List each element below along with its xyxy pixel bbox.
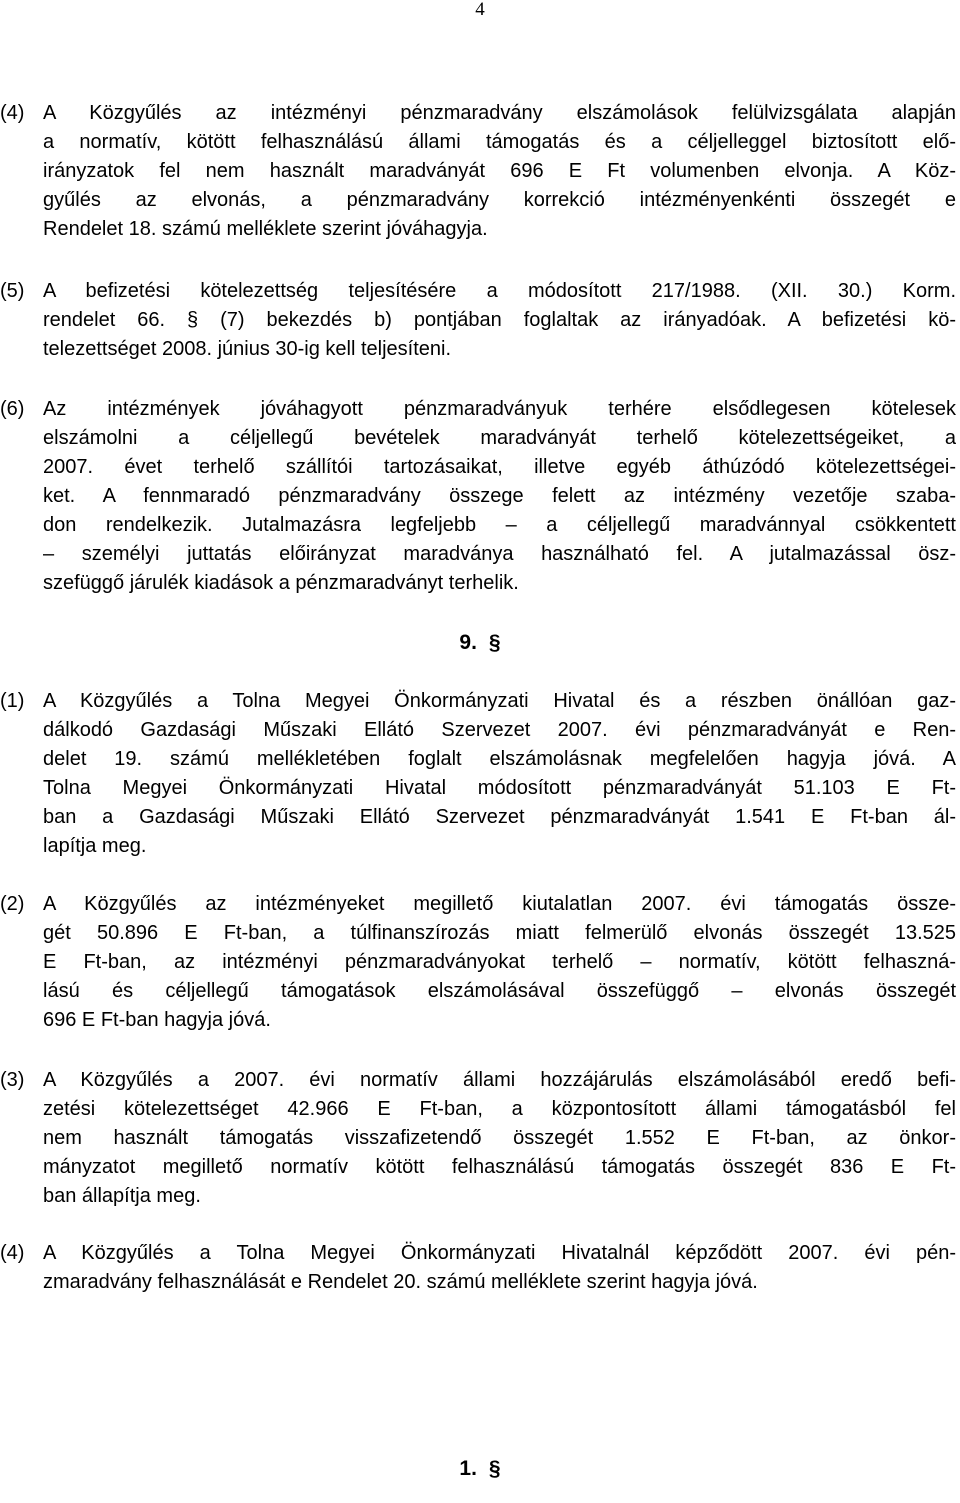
paragraph-number: (5) [0,280,25,302]
paragraph-number: (1) [0,690,25,712]
paragraph-number: (4) [0,102,25,124]
paragraph-line: – személyi juttatás előirányzat maradványa használható fel. A jutalmazással ösz- [43,543,956,565]
section-number: 1. [459,1457,477,1480]
section-heading-9 [0,629,960,657]
paragraph-line: ban állapítja meg. [43,1185,201,1207]
paragraph-number: (3) [0,1069,25,1091]
paragraph-line: elszámolni a céljellegű bevételek maradványát terhelő kötelezettségeiket, a [43,427,956,449]
page-number: 4 [475,0,485,20]
paragraph-line: ban a Gazdasági Műszaki Ellátó Szervezet pénzmaradványát 1.541 E Ft-ban ál- [43,806,956,828]
paragraph-line: E Ft-ban, az intézményi pénzmaradványokat terhelő – normatív, kötött felhaszná- [43,951,956,973]
paragraph-9-4 [0,1239,956,1297]
paragraph-line: dálkodó Gazdasági Műszaki Ellátó Szervezet 2007. évi pénzmaradványát e Ren- [43,719,956,741]
paragraph-line: a normatív, kötött felhasználású állami támogatás és a céljelleggel biztosított elő- [43,131,956,153]
paragraph-line: don rendelkezik. Jutalmazásra legfeljebb – a céljellegű maradvánnyal csökkentett [43,514,956,536]
paragraph-line: A Közgyűlés a Tolna Megyei Önkormányzati Hivatalnál képződött 2007. évi pén- [43,1242,956,1264]
paragraph-number: (2) [0,893,25,915]
paragraph-line: nem használt támogatás visszafizetendő összegét 1.552 E Ft-ban, az önkor- [43,1127,956,1149]
section-number: 9. [459,631,477,654]
paragraph-line: Az intézmények jóváhagyott pénzmaradványuk terhére elsődlegesen kötelesek [43,398,956,420]
section-symbol: § [488,631,501,654]
paragraph-line: zetési kötelezettséget 42.966 E Ft-ban, a központosított állami támogatásból fel [43,1098,956,1120]
paragraph-line: A Közgyűlés az intézményeket megillető kiutalatlan 2007. évi támogatás össze- [43,893,956,915]
paragraph-number: (4) [0,1242,25,1264]
paragraph-line: lású és céljellegű támogatások elszámolásával összefüggő – elvonás összegét [43,980,956,1002]
paragraph-line: mányzatot megillető normatív kötött felhasználású támogatás összegét 836 E Ft- [43,1156,956,1178]
paragraph-9-3 [0,1066,956,1211]
paragraph-line: gét 50.896 E Ft-ban, a túlfinanszírozás miatt felmerülő elvonás összegét 13.525 [43,922,956,944]
paragraph-4-elvonas [0,99,956,244]
paragraph-line: A befizetési kötelezettség teljesítésére a módosított 217/1988. (XII. 30.) Korm. [43,280,956,302]
paragraph-line: lapítja meg. [43,835,147,857]
paragraph-number: (6) [0,398,25,420]
paragraph-9-2 [0,890,956,1035]
paragraph-line: 696 E Ft-ban hagyja jóvá. [43,1009,271,1031]
paragraph-line: A Közgyűlés a Tolna Megyei Önkormányzati Hivatal és a részben önállóan gaz- [43,690,956,712]
paragraph-line: A Közgyűlés a 2007. évi normatív állami hozzájárulás elszámolásából eredő befi- [43,1069,956,1091]
paragraph-line: rendelet 66. § (7) bekezdés b) pontjában foglaltak az irányadóak. A befizetési kö- [43,309,956,331]
section-symbol: § [488,1457,501,1480]
paragraph-line: delet 19. számú mellékletében foglalt elszámolásnak megfelelően hagyja jóvá. A [43,748,956,770]
section-heading-1 [0,1455,960,1483]
paragraph-line: szefüggő járulék kiadások a pénzmaradványt terhelik. [43,572,519,594]
paragraph-6-penzmaradvany [0,395,956,598]
paragraph-5-befizetes [0,277,956,364]
paragraph-9-1 [0,687,956,861]
paragraph-line: Tolna Megyei Önkormányzati Hivatal módosított pénzmaradványát 51.103 E Ft- [43,777,956,799]
paragraph-line: 2007. évet terhelő szállítói tartozásaikat, illetve egyéb áthúzódó kötelezettségei- [43,456,956,478]
paragraph-line: gyűlés az elvonás, a pénzmaradvány korrekció intézményenkénti összegét e [43,189,956,211]
paragraph-line: Rendelet 18. számú melléklete szerint jóváhagyja. [43,218,488,240]
paragraph-line: telezettséget 2008. június 30-ig kell teljesíteni. [43,338,452,360]
paragraph-line: A Közgyűlés az intézményi pénzmaradvány elszámolások felülvizsgálata alapján [43,102,956,124]
paragraph-line: ket. A fennmaradó pénzmaradvány összege felett az intézmény vezetője szaba- [43,485,956,507]
paragraph-line: irányzatok fel nem használt maradványát 696 E Ft volumenben elvonja. A Köz- [43,160,956,182]
paragraph-line: zmaradvány felhasználását e Rendelet 20. számú melléklete szerint hagyja jóvá. [43,1271,758,1293]
